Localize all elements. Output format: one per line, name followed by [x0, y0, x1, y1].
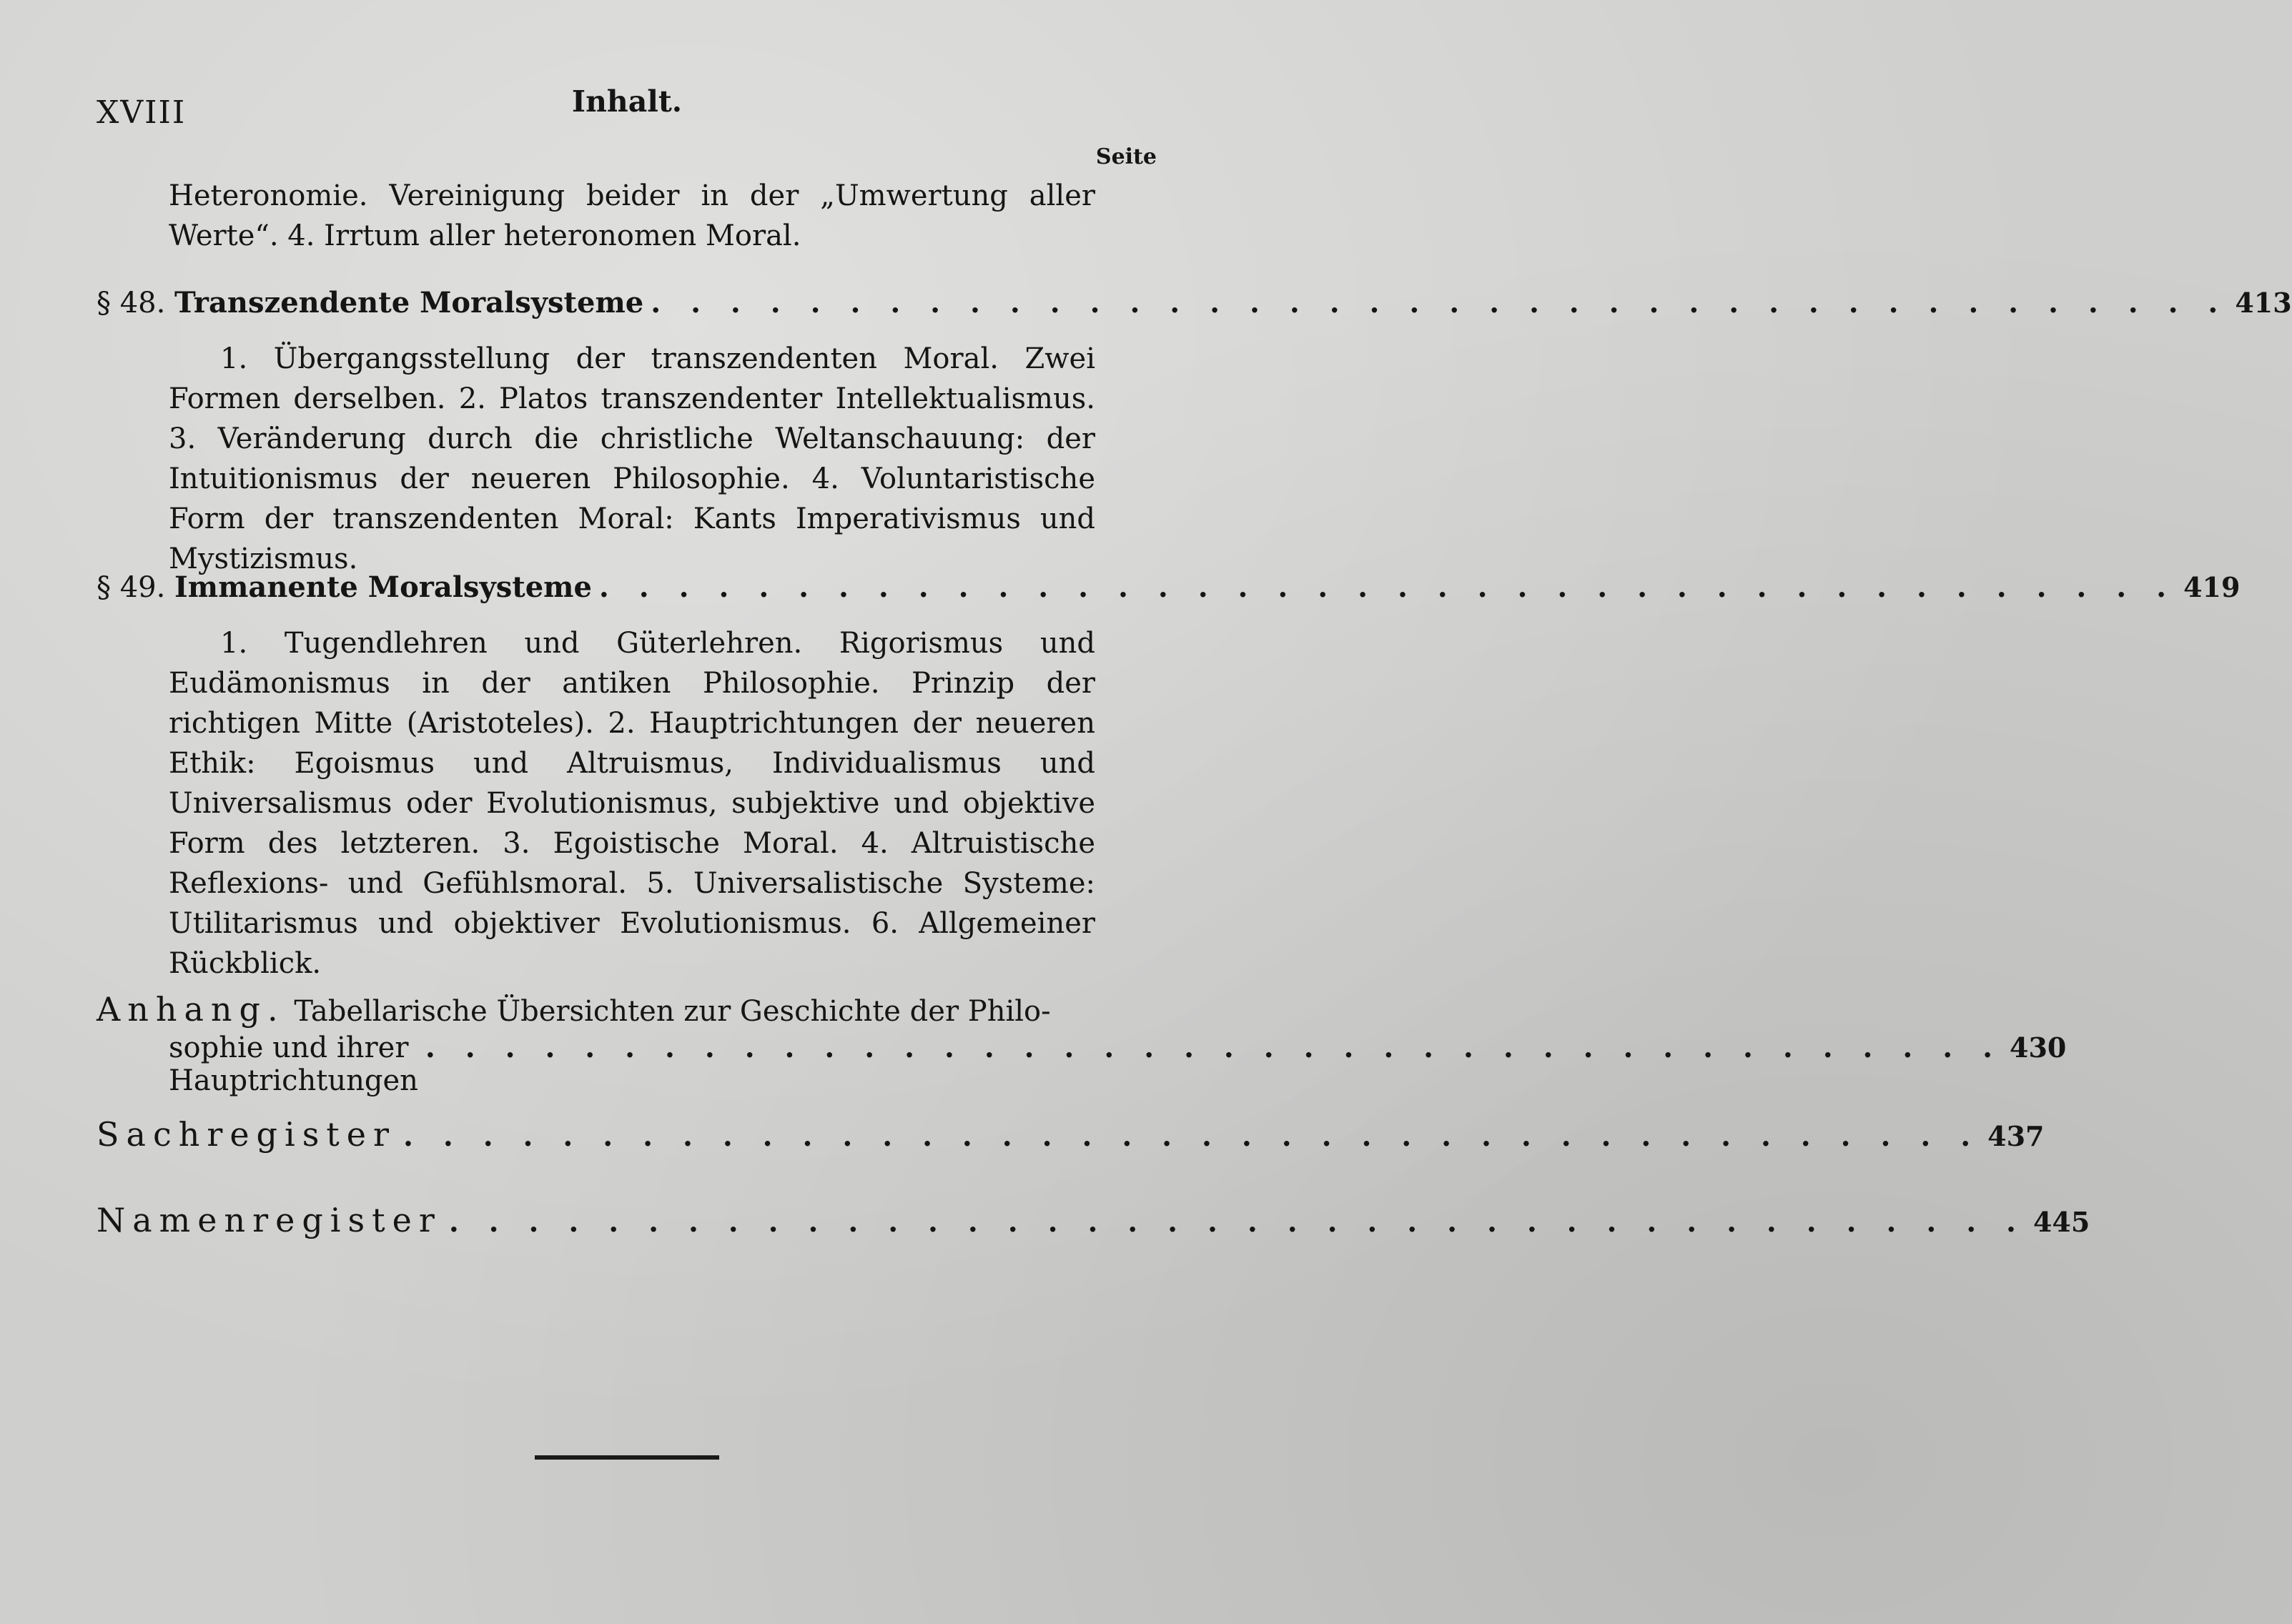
section-title: Transzendente Moralsysteme [174, 286, 644, 320]
closing-rule [535, 1455, 719, 1460]
toc-entry-49[interactable] [97, 570, 2241, 604]
page-folio: XVIII [97, 94, 187, 131]
register-label: Namenregister [97, 1201, 442, 1239]
dot-leader: . . . . . . . . . . . . . . . . . . . . . . . . . . . . . . . . . . . . . . . . [651, 286, 2228, 320]
dot-leader: . . . . . . . . . . . . . . . . . . . . . . . . . . . . . . . . . . . . . . . . [425, 1031, 2003, 1064]
section-summary-49: 1. Tugendlehren und Güterlehren. Rigorismus und Eudämonismus in der antiken Philosophie. Prinzip der richtigen Mitte (Aristoteles). 2. Hauptrichtungen der neueren Ethik: Egoismus und Altruismus, Individualismus und Universalismus oder Evolutionismus, subjektive und objektive Form des letzteren. 3. Egoistische Moral. 4. Altruistische Reflexions- und Gefühlsmoral. 5. Universalistische Systeme: Utilitarismus und objektiver Evolutionismus. 6. Allgemeiner Rückblick. [169, 627, 1095, 980]
page-number: 437 [1987, 1120, 2045, 1152]
page-number: 445 [2032, 1206, 2090, 1238]
toc-entry-anhang[interactable] [97, 988, 1097, 1033]
anhang-title-line2: sophie und ihrer Hauptrichtungen [169, 1031, 418, 1097]
continuation-text: Heteronomie. Vereinigung beider in der „Umwertung aller Werte“. 4. Irrtum aller heteronomen Moral. [169, 179, 1095, 252]
dot-leader: . . . . . . . . . . . . . . . . . . . . . . . . . . . . . . . . . . . . . . . . [403, 1119, 1981, 1153]
anhang-label: Anhang. [97, 990, 285, 1029]
section-heading-48 [97, 286, 643, 320]
toc-entry-48[interactable] [97, 286, 2292, 320]
anhang-title-line1: Tabellarische Übersichten zur Geschichte der Philo- [294, 995, 1051, 1028]
section-title: Immanente Moralsysteme [174, 570, 592, 604]
toc-entry-namenregister[interactable] [97, 1201, 2090, 1239]
page-number: 419 [2183, 571, 2241, 603]
running-title: Inhalt. [571, 84, 683, 119]
page-column-label: Seite [1095, 144, 1157, 169]
register-label: Sachregister [97, 1115, 396, 1154]
section-summary-48: 1. Übergangsstellung der transzendenten Moral. Zwei Formen derselben. 2. Platos transzendenter Intellektualismus. 3. Veränderung durch die christliche Weltanschauung: der Intuitionismus der neueren Philosophie. 4. Voluntaristische Form der transzendenten Moral: Kants Imperativismus und Mystizismus. [169, 342, 1095, 575]
page-number: 413 [2235, 287, 2292, 319]
toc-entry-sachregister[interactable] [97, 1115, 2045, 1154]
section-heading-49 [97, 570, 592, 604]
running-header [97, 84, 1157, 131]
section-number: § 49. [97, 571, 166, 604]
section-number: § 48. [97, 287, 166, 320]
toc-entry-anhang-continued [169, 1031, 2067, 1097]
page-number: 430 [2010, 1031, 2067, 1064]
dot-leader: . . . . . . . . . . . . . . . . . . . . . . . . . . . . . . . . . . . . . . . . [598, 570, 2177, 604]
dot-leader: . . . . . . . . . . . . . . . . . . . . . . . . . . . . . . . . . . . . . . . . [448, 1205, 2026, 1239]
